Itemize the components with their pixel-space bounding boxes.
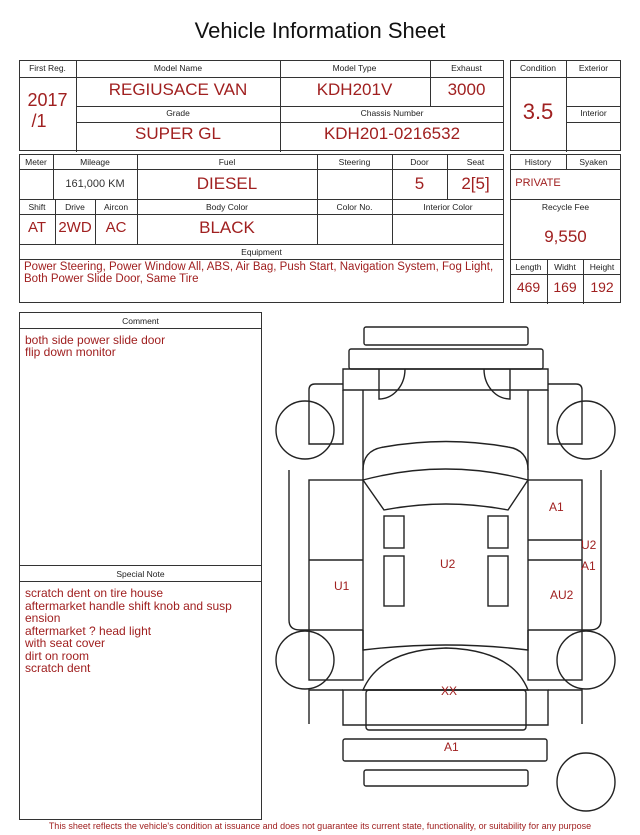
page-title: Vehicle Information Sheet xyxy=(194,18,446,43)
history-value: PRIVATE xyxy=(515,177,561,189)
chassis-number-value: KDH201-0216532 xyxy=(323,124,461,143)
mileage-value: 161,000 KM xyxy=(65,178,125,190)
fuel-value: DIESEL xyxy=(196,174,258,193)
model-name-value: REGIUSACE VAN xyxy=(108,80,248,99)
comment-line: both side power slide door xyxy=(25,333,166,347)
meter-label: Meter xyxy=(25,157,47,167)
model-name-label: Model Name xyxy=(153,63,203,73)
damage-mark-a1-bumper: A1 xyxy=(444,740,459,754)
body-color-value: BLACK xyxy=(199,218,255,237)
damage-mark-u1-left: U1 xyxy=(334,579,350,593)
chassis-number-label: Chassis Number xyxy=(360,108,424,118)
seat-value: 2[5] xyxy=(461,174,490,193)
special-note-line: dirt on room xyxy=(25,648,90,663)
damage-mark-a1-right: A1 xyxy=(581,559,596,573)
color-no-label: Color No. xyxy=(336,202,373,212)
special-note-line: scratch dent on tire house xyxy=(25,586,164,600)
special-note-line: aftermarket ? head light xyxy=(25,623,152,638)
fuel-label: Fuel xyxy=(218,157,236,167)
door-value: 5 xyxy=(414,174,425,193)
comment-label: Comment xyxy=(122,316,159,326)
height-value: 192 xyxy=(590,279,614,295)
history-label: History xyxy=(524,157,552,167)
interior-label: Interior xyxy=(580,108,607,118)
damage-mark-a1-right-upper: A1 xyxy=(549,500,564,514)
special-note-line: aftermarket handle shift knob and susp xyxy=(25,598,232,613)
body-color-label: Body Color xyxy=(205,202,249,212)
length-value: 469 xyxy=(516,279,541,295)
interior-color-label: Interior Color xyxy=(423,202,473,212)
comment-line: flip down monitor xyxy=(25,345,116,359)
special-note-line: ension xyxy=(25,611,61,625)
special-note-label: Special Note xyxy=(116,569,165,579)
drive-value: 2WD xyxy=(58,219,92,236)
shift-value: AT xyxy=(27,219,47,236)
car-damage-diagram xyxy=(270,320,626,820)
damage-mark-xx-rear: XX xyxy=(441,684,458,698)
first-reg-label: First Reg. xyxy=(29,63,66,73)
seat-label: Seat xyxy=(466,157,485,167)
drive-label: Drive xyxy=(65,202,85,212)
syaken-label: Syaken xyxy=(579,157,608,167)
grade-value: SUPER GL xyxy=(135,124,221,143)
special-note-line: with seat cover xyxy=(25,636,106,650)
condition-grade: 3.5 xyxy=(522,99,554,124)
damage-mark-u2-center: U2 xyxy=(440,557,456,571)
damage-mark-u2-right: U2 xyxy=(581,538,597,552)
length-label: Length xyxy=(515,262,542,272)
equipment-value: Power Steering, Power Window All, ABS, Air Bag, Push Start, Navigation System, Fog Light, Both Power Slide Door, Same Tire xyxy=(24,261,494,285)
recycle-fee-value: 9,550 xyxy=(544,227,587,246)
recycle-fee-label: Recycle Fee xyxy=(541,202,590,212)
grade-label: Grade xyxy=(166,108,190,118)
exterior-label: Exterior xyxy=(578,63,609,73)
model-type-value: KDH201V xyxy=(316,80,393,99)
door-label: Door xyxy=(410,157,429,167)
condition-label: Condition xyxy=(520,63,556,73)
width-label: Widht xyxy=(554,262,576,272)
first-reg-month: /1 xyxy=(31,111,47,131)
damage-mark-au2-right: AU2 xyxy=(550,588,574,602)
width-value: 169 xyxy=(553,279,577,295)
equipment-label: Equipment xyxy=(241,247,282,257)
special-note-line: scratch dent xyxy=(25,661,91,675)
exhaust-value: 3000 xyxy=(447,80,486,99)
model-type-label: Model Type xyxy=(332,63,377,73)
mileage-label: Mileage xyxy=(80,157,110,167)
height-label: Height xyxy=(589,262,615,272)
first-reg-year: 2017 xyxy=(27,90,68,110)
shift-label: Shift xyxy=(28,202,46,212)
exhaust-label: Exhaust xyxy=(451,63,482,73)
steering-label: Steering xyxy=(338,157,371,167)
disclaimer-footer: This sheet reflects the vehicle's condition at issuance and does not guarantee its current state, functionality, or suitability for any purpose xyxy=(48,821,592,831)
comment-box xyxy=(19,312,262,820)
aircon-value: AC xyxy=(105,219,127,236)
aircon-label: Aircon xyxy=(103,202,129,212)
